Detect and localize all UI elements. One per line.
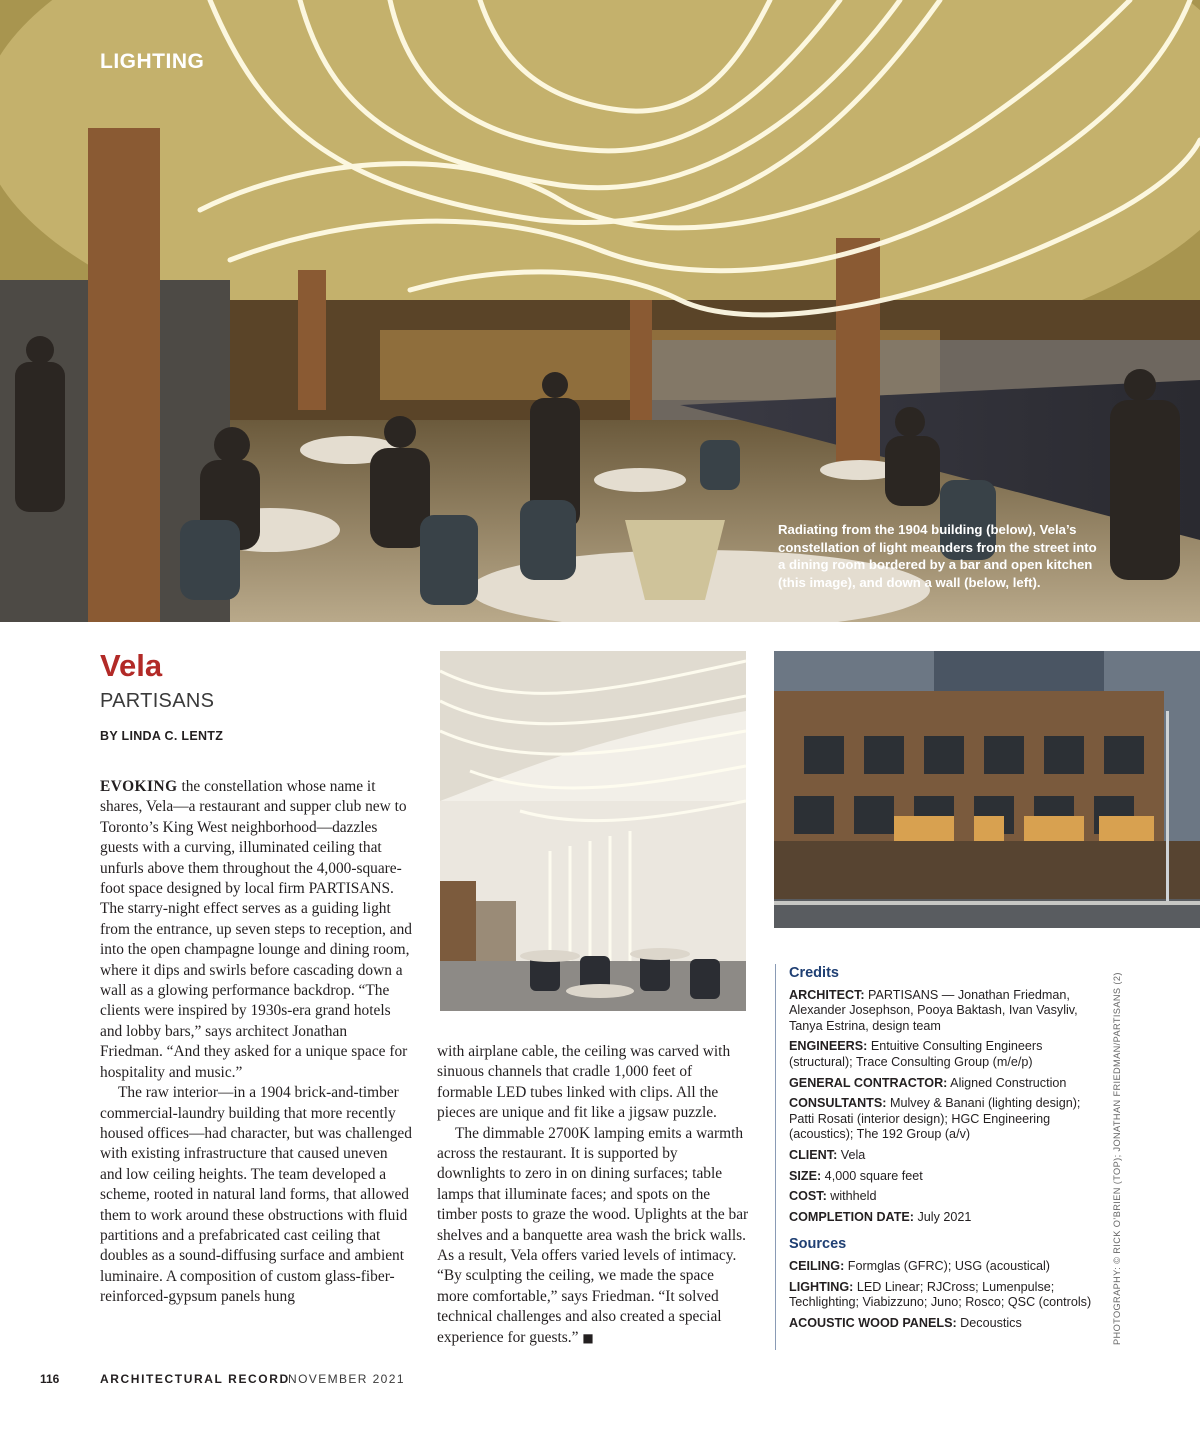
end-mark-icon: ■ <box>582 1330 594 1345</box>
page-number: 116 <box>40 1372 60 1386</box>
paragraph-2: The raw interior—in a 1904 brick-and-timber commercial-laundry building that more recently housed offices—had character, but was challenged with existing infrastructure that caused uneven and low ceiling heights. The team developed a scheme, rooted in natural land forms, that allowed them to work around these obstructions with fluid partitions and a prefabricated cast ceiling that doubles as a sound-diffusing surface and ambient luminaire. A composition of custom glass-fiber-reinforced-gypsum panels hung <box>100 1084 412 1306</box>
photo-credit: PHOTOGRAPHY: © RICK O’BRIEN (TOP); JONATHAN FRIEDMAN/PARTISANS (2) <box>1112 972 1122 1345</box>
hero-photo <box>0 0 1200 622</box>
credit-general-contractor: GENERAL CONTRACTOR: Aligned Construction <box>789 1075 1067 1090</box>
credit-consultants: CONSULTANTS: Mulvey & Banani (lighting design); Patti Rosati (interior design); HGC Engineering (acoustics); The 192 Group (a/v) <box>789 1096 1081 1142</box>
ceiling-wall-illustration <box>440 651 746 1011</box>
credits-panel <box>789 966 1094 1336</box>
credit-completion-date: COMPLETION DATE: July 2021 <box>789 1209 972 1224</box>
credit-architect: ARCHITECT: PARTISANS — Jonathan Friedman, Alexander Josephson, Pooya Baktash, Ivan Vasyliv, Tanya Estrina, design team <box>789 987 1078 1033</box>
hero-caption: Radiating from the 1904 building (below), Vela’s constellation of light meanders from the street into a dining room bordered by a bar and open kitchen (this image), and down a wall (below, left). <box>778 522 1097 590</box>
magazine-name: ARCHITECTURAL RECORD <box>100 1372 290 1386</box>
credit-client: CLIENT: Vela <box>789 1147 866 1162</box>
ceiling-photo <box>440 651 746 1011</box>
source-lighting: LIGHTING: LED Linear; RJCross; Lumenpulse; Techlighting; Viabizzuno; Juno; Rosco; QSC (controls) <box>789 1279 1092 1310</box>
credit-engineers: ENGINEERS: Entuitive Consulting Engineers (structural); Trace Consulting Group (m/e/p) <box>789 1039 1043 1069</box>
paragraph-1 <box>100 777 412 1083</box>
building-facade-illustration <box>774 651 1200 928</box>
lead-word: EVOKING <box>100 778 178 795</box>
building-exterior-photo <box>774 651 1200 928</box>
credit-cost: COST: withheld <box>789 1189 877 1204</box>
credits-heading: Credits <box>789 965 839 981</box>
body-column-1 <box>100 777 412 1308</box>
paragraph-1-text: the constellation whose name it shares, Vela—a restaurant and supper club new to Toronto’s King West neighborhood—dazzles guests with a curving, illuminated ceiling that unfurls above them throughout the 4,000-square-foot space designed by local firm PARTISANS. The starry-night effect serves as a guiding light from the entrance, up seven steps to reception, and into the open champagne lounge and dining room, where it dips and swirls before cascading down a wall as a glowing performance backdrop. “The clients were inspired by 1930s-era grand hotels and lobby bars,” says architect Jonathan Friedman. “And they asked for a unique space for hospitality and music.” <box>100 778 412 1081</box>
sources-heading: Sources <box>789 1236 847 1253</box>
credits-divider <box>775 964 776 1350</box>
paragraph-3: with airplane cable, the ceiling was carved with sinuous channels that cradle 1,000 feet of formable LED tubes linked with clips. All the pieces are unique and fit like a jigsaw puzzle. <box>437 1043 731 1122</box>
issue-date: NOVEMBER 2021 <box>288 1372 405 1386</box>
article-title: Vela <box>100 648 163 683</box>
article-firm: PARTISANS <box>100 690 215 712</box>
body-column-2 <box>437 1042 749 1348</box>
source-acoustic-wood-panels: ACOUSTIC WOOD PANELS: Decoustics <box>789 1315 1022 1330</box>
credit-size: SIZE: 4,000 square feet <box>789 1168 923 1183</box>
byline: BY LINDA C. LENTZ <box>100 729 224 743</box>
paragraph-4-text: The dimmable 2700K lamping emits a warmth across the restaurant. It is supported by downlights to zero in on dining surfaces; table lamps that illuminate faces; and spots on the timber posts to graze the wood. Uplights at the bar shelves and a banquette area wash the brick walls. As a result, Vela offers varied levels of intimacy. “By sculpting the ceiling, we made the space more comfortable,” says Friedman. “It solved technical challenges and also created a special experience for guests.” <box>437 1124 749 1346</box>
section-tag: LIGHTING <box>100 50 205 73</box>
paragraph-4 <box>437 1124 749 1348</box>
source-ceiling: CEILING: Formglas (GFRC); USG (acoustical) <box>789 1258 1051 1273</box>
